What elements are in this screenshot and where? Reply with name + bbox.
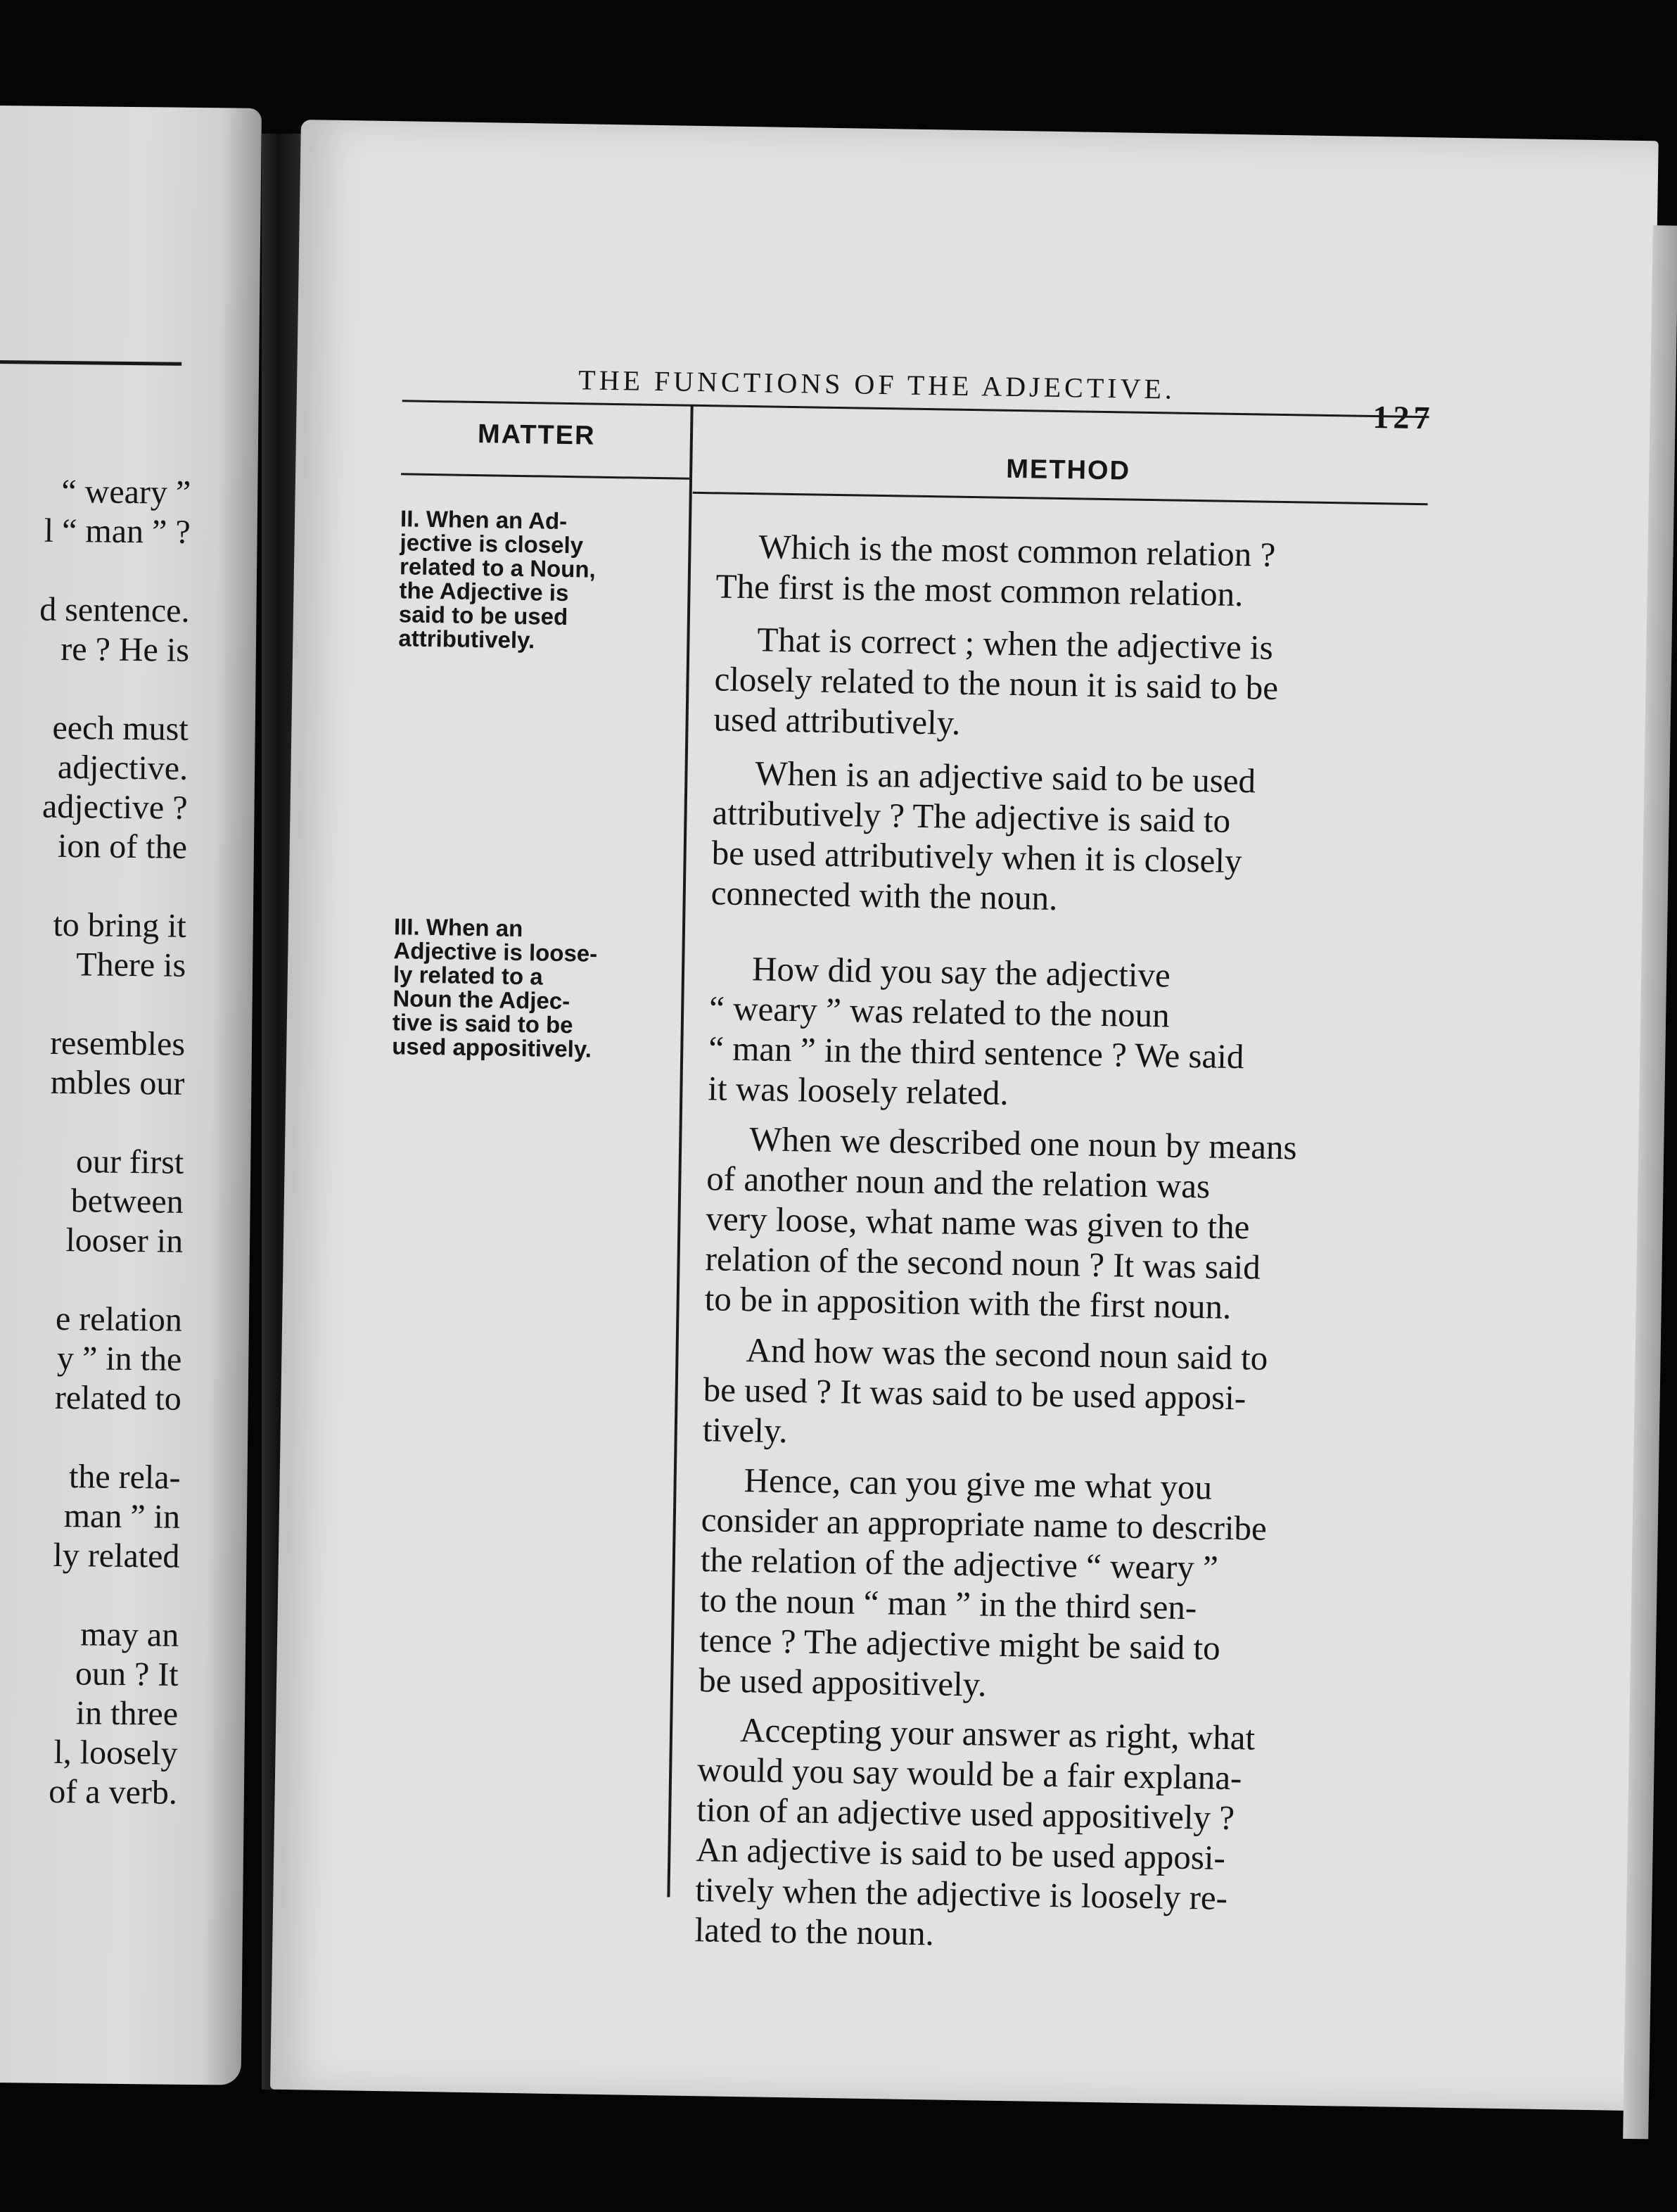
paragraph-line: How did you say the adjective [751, 949, 1171, 995]
method-paragraph [708, 948, 1417, 1119]
method-paragraph [713, 618, 1422, 750]
note-line: II. When an Ad- [400, 505, 568, 535]
text-line: between [70, 1182, 184, 1221]
paragraph-line: used attributively. [713, 699, 961, 742]
paragraph-line: connected with the noun. [710, 873, 1058, 918]
note-line: said to be used [398, 601, 568, 630]
text-line: oun ? It [75, 1655, 179, 1693]
paragraph-line: An adjective is said to be used apposi- [696, 1830, 1226, 1877]
text-line: may an [80, 1615, 179, 1654]
text-line: “ weary ” [61, 472, 191, 511]
text-line: mbles our [50, 1063, 185, 1102]
matter-note-appositive [392, 915, 672, 1062]
paragraph-line: be used appositively. [698, 1660, 987, 1704]
paragraph-line: be used attributively when it is closely [711, 833, 1242, 881]
text-line: ly related [53, 1536, 180, 1575]
method-heading-rule [693, 492, 1428, 505]
method-paragraph [702, 1329, 1411, 1461]
method-paragraph [715, 526, 1424, 617]
note-line: ly related to a [393, 961, 543, 990]
paragraph-line: closely related to the noun it is said to be [714, 659, 1279, 707]
text-line: the rela- [68, 1458, 181, 1496]
page-number: 127 [1372, 398, 1434, 436]
paragraph-line: “ weary ” was related to the noun [708, 989, 1171, 1035]
text-line: in three [75, 1694, 179, 1733]
paragraph-line: of another noun and the relation was [706, 1159, 1211, 1206]
text-line: to bring it [53, 905, 187, 945]
text-line: man ” in [63, 1497, 181, 1536]
text-line: eech must [52, 708, 189, 748]
paragraph-line: The first is the most common relation. [715, 566, 1244, 614]
text-line: resembles [49, 1024, 186, 1063]
matter-column-heading: MATTER [477, 419, 596, 451]
text-line [0, 1102, 184, 1143]
paragraph-line: the relation of the adjective “ weary ” [700, 1540, 1219, 1587]
method-column-heading: METHOD [1005, 454, 1131, 486]
text-line: There is [76, 946, 186, 984]
paragraph-line: attributively ? The adjective is said to [712, 793, 1231, 840]
paragraph-line: When we described one noun by means [748, 1119, 1297, 1167]
running-head: THE FUNCTIONS OF THE ADJECTIVE. [578, 364, 1176, 405]
left-page-text [0, 471, 191, 1813]
text-line [0, 1575, 179, 1616]
paragraph-line: When is an adjective said to be used [755, 754, 1256, 801]
text-line: adjective. [57, 748, 189, 787]
text-line [0, 1417, 181, 1458]
left-page [0, 106, 262, 2085]
text-line: e relation [55, 1299, 183, 1339]
method-paragraph [699, 1459, 1409, 1711]
paragraph-line: be used ? It was said to be used apposi- [703, 1370, 1246, 1418]
text-line: related to [54, 1378, 182, 1418]
text-line: d sentence. [39, 590, 190, 630]
text-line: looser in [65, 1221, 184, 1260]
note-line: related to a Noun, [399, 553, 597, 583]
paragraph-line: tion of an adjective used appositively ? [696, 1790, 1235, 1838]
text-line: l, loosely [53, 1733, 178, 1772]
note-line: tive is said to be [392, 1009, 573, 1038]
paragraph-line: Accepting your answer as right, what [739, 1710, 1256, 1757]
matter-note-attributive [398, 507, 678, 654]
text-line [0, 865, 187, 907]
paragraph-line: relation of the second noun ? It was said [705, 1239, 1261, 1287]
paragraph-line: it was loosely related. [708, 1069, 1009, 1112]
left-page-rule [0, 360, 181, 366]
text-line: ion of the [57, 827, 188, 866]
paragraph-line: That is correct ; when the adjective is [757, 620, 1274, 667]
matter-heading-rule [401, 473, 689, 479]
paragraph-line: consider an appropriate name to describe [701, 1500, 1268, 1548]
text-line [0, 668, 189, 710]
paragraph-line: Hence, can you give me what you [744, 1461, 1213, 1507]
note-line: used appositively. [392, 1033, 592, 1062]
note-line: III. When an [393, 913, 523, 942]
paragraph-line: lated to the noun. [694, 1910, 935, 1953]
text-line: l “ man ” ? [44, 511, 191, 551]
text-line: our first [75, 1143, 184, 1181]
method-paragraph [710, 752, 1420, 924]
text-line [0, 550, 190, 592]
page-edge [1623, 225, 1677, 2139]
paragraph-line: would you say would be a fair explana- [696, 1750, 1242, 1798]
text-line: of a verb. [49, 1772, 178, 1812]
paragraph-line: And how was the second noun said to [746, 1330, 1268, 1378]
paragraph-line: tively. [702, 1410, 788, 1451]
paragraph-line: Which is the most common relation ? [758, 527, 1276, 574]
note-line: attributively. [398, 625, 535, 654]
note-line: the Adjective is [399, 577, 569, 606]
paragraph-line: very loose, what name was given to the [706, 1199, 1250, 1247]
paragraph-line: “ man ” in the third sentence ? We said [708, 1029, 1244, 1076]
paragraph-line: tence ? The adjective might be said to [699, 1620, 1221, 1667]
paragraph-line: tively when the adjective is loosely re- [695, 1870, 1228, 1917]
paragraph-line: to the noun “ man ” in the third sen- [699, 1580, 1197, 1627]
paragraph-line: to be in apposition with the first noun. [704, 1279, 1232, 1326]
text-line [0, 984, 186, 1025]
note-line: Adjective is loose- [393, 937, 598, 967]
method-paragraph [704, 1118, 1414, 1330]
text-line [0, 1259, 183, 1301]
text-line: y ” in the [56, 1339, 182, 1378]
right-page [270, 120, 1659, 2111]
method-paragraph [694, 1709, 1405, 1961]
text-line: adjective ? [42, 787, 188, 827]
note-line: jective is closely [400, 529, 584, 559]
text-line: re ? He is [60, 630, 190, 669]
note-line: Noun the Adjec- [393, 985, 570, 1015]
